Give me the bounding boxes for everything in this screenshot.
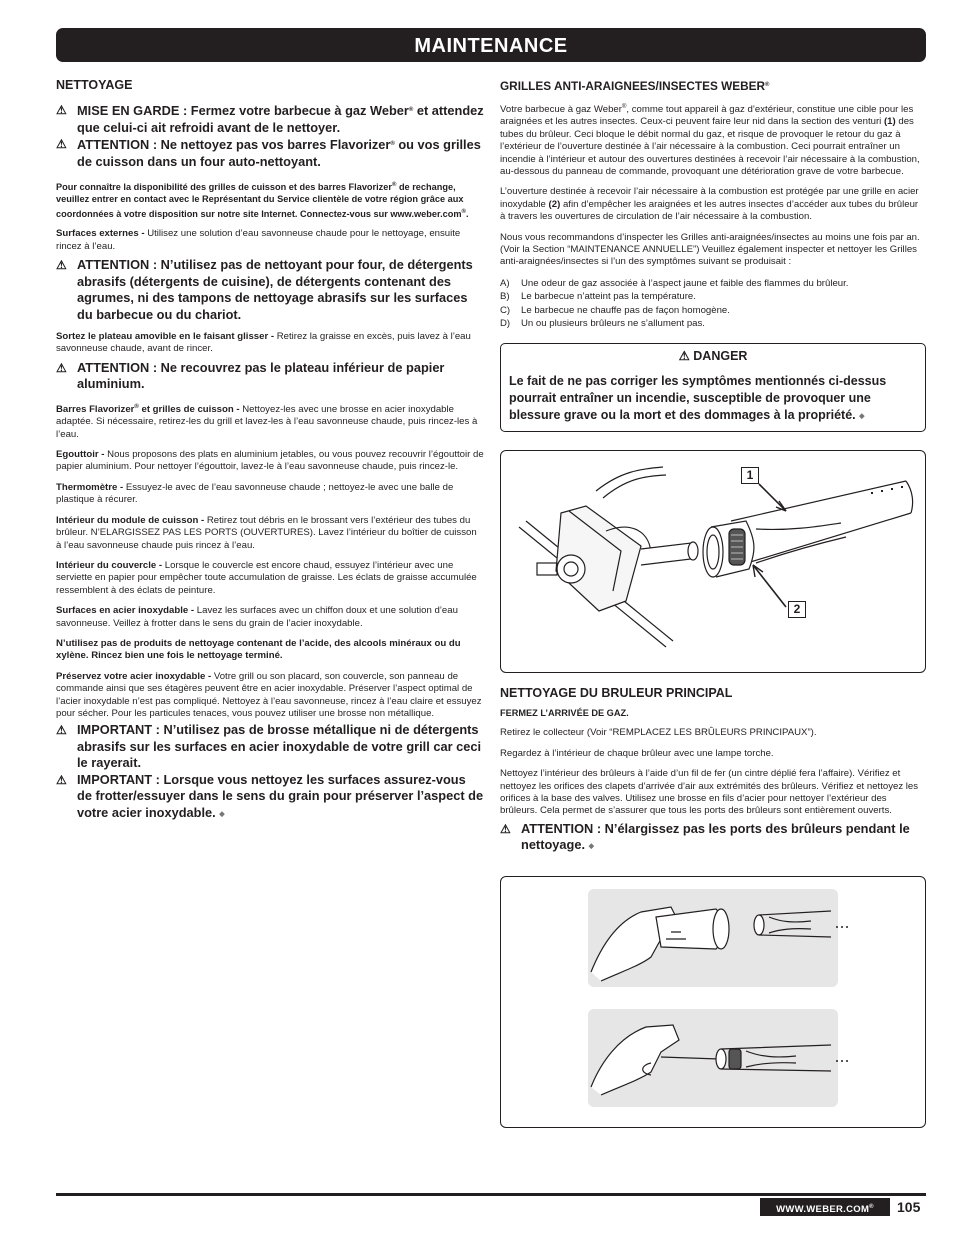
- footer-divider: [56, 1193, 926, 1196]
- drip-tray-text: Egouttoir - Nous proposons des plats en aluminium jetables, ou vous pouvez recouvrir l’égouttoir de papier aluminium. Pour nettoyer l’égouttoir, lavez-le à l’eau savonneuse chaude, puis rincez-le.: [56, 449, 484, 473]
- lid-interior-text: Intérieur du couvercle - Lorsque le couvercle est encore chaud, essuyez l’intérieur avec une serviette en papier pour empêcher toute accumulation de graisse. Les éclats de graisse accumulée ressemblent à des éclats de peinture.: [56, 559, 477, 596]
- thermometer-text: Thermomètre - Essuyez-le avec de l’eau savonneuse chaude ; nettoyez-le avec une balle de plastique à récurer.: [56, 481, 454, 506]
- warning-no-enlarge-ports: ⚠ ATTENTION : N’élargissez pas les ports des brûleurs pendant le nettoyage. ◆: [500, 821, 926, 856]
- end-diamond-icon: ◆: [859, 412, 865, 420]
- list-item: C) Le barbecue ne chauffe pas de façon homogène.: [500, 304, 730, 316]
- footer-url: WWW.WEBER.COM®: [760, 1198, 890, 1216]
- preserve-stainless-text: Préservez votre acier inoxydable - Votre grill ou son placard, son couvercle, son panneau de commande ainsi que ses étagères peuvent être en acier inoxydable. Préserver l’aspect optimal de l’acier inoxydable n’est pas compliqué. Nettoyez à l’eau savonneuse, rincez à l’eau claire et essuyez pour sécher. Pour les particules tenaces, vous pouvez utiliser une brosse non métallique.: [56, 670, 482, 719]
- warning-close-grill: ⚠ MISE EN GARDE : Fermez votre barbecue à gaz Weber® et attendez que celui-ci ait refroidi avant de le nettoyer.: [56, 103, 484, 135]
- page-number: 105: [897, 1199, 921, 1215]
- end-diamond-icon: ◆: [219, 810, 225, 818]
- warning-icon: ⚠: [56, 723, 67, 738]
- flashlight-text: Regardez à l’intérieur de chaque brûleur avec une lampe torche.: [500, 747, 774, 759]
- warning-self-clean-oven: ⚠ ATTENTION : Ne nettoyez pas vos barres Flavorizer® ou vos grilles de cuisson dans un four auto-nettoyant.: [56, 137, 481, 169]
- no-acid-cleaners-text: N’utilisez pas de produits de nettoyage contenant de l’acide, des alcools minéraux ou du xylène. Rincez bien une fois le nettoyage terminé.: [56, 637, 461, 662]
- spider-screens-para-1: Votre barbecue à gaz Weber®, comme tout appareil à gaz d’extérieur, constitue une cible pour les araignées et les autres insectes. Ceux-ci peuvent faire leur nid dans la section des venturi (1) des tubes du brûleur. Ceci bloque le débit normal du gaz, et risque de provoquer le retour du gaz à l’extérieur de l’ouverture destinée à l’air nécessaire à la combustion. Ceci pourrait entraîner un incendie à l’intérieur et autour des ouvertures destinées à recevoir l’air nécessaire à la combustion, au-dessous du panneau de commande, provoquant une détérioration grave de votre barbecue.: [500, 104, 920, 178]
- right-column: [500, 78, 926, 1128]
- stainless-surfaces-text: Surfaces en acier inoxydable - Lavez les surfaces avec un chiffon doux et une solution d’eau savonneuse. Veillez à frotter dans le sens du grain de l’acier inoxydable.: [56, 605, 458, 629]
- callout-1: 1: [741, 467, 759, 484]
- danger-box: [500, 343, 926, 432]
- cleaning-drawing: [501, 877, 925, 1127]
- spider-screens-para-3: Nous vous recommandons d’inspecter les Grilles anti-araignées/insectes au moins une fois par an. (Voir la Section “MAINTENANCE ANNUELLE”) Veuillez également inspecter et nettoyer les Grilles anti-araignées/insectes si l’un des symptômes suivant se produisait :: [500, 231, 920, 268]
- danger-body: Le fait de ne pas corriger les symptômes mentionnés ci-dessus pourrait entraîner un incendie, susceptible de provoquer une blessure grave ou la mort et des dommages à la propriété. ◆: [509, 373, 887, 422]
- flavorizer-bars-text: Barres Flavorizer® et grilles de cuisson - Nettoyez-les avec une brosse en acier inoxydable adaptée. Si nécessaire, retirez-les du grill et lavez-les à l’eau savonneuse chaude, puis rincez-les à l’eau.: [56, 403, 478, 440]
- callout-2: 2: [788, 601, 806, 618]
- burner-cleaning-heading: NETTOYAGE DU BRULEUR PRINCIPAL: [500, 685, 733, 700]
- cleaning-heading: NETTOYAGE: [56, 78, 133, 92]
- wire-cleaning-text: Nettoyez l’intérieur des brûleurs à l’aide d’un fil de fer (un cintre déplié fera l’affaire). Vérifiez et nettoyez les orifices des clapets d’arrivée d’air aux extrémités des brûleurs. Vérifiez et nettoyez les orifices à la base des valves. Utilisez une brosse en fils d’acier pour nettoyer l’extérieur des brûleurs. Cela permet de s’assurer que tous les ports des brûleurs sont entièrement ouverts.: [500, 768, 919, 817]
- warning-no-aluminum: ⚠ ATTENTION : Ne recouvrez pas le plateau inférieur de papier aluminium.: [56, 359, 445, 392]
- replacement-parts-info: Pour connaître la disponibilité des grilles de cuisson et des barres Flavorizer® de rechange, veuillez entrer en contact avec le Représentant du Service clientèle de votre région grâce aux coordonnées à votre disposition sur notre site Internet. Connectez-vous sur www.weber.com®.: [56, 182, 469, 219]
- burner-drawing: [501, 451, 925, 672]
- remove-manifold-text: Retirez le collecteur (Voir “REMPLACEZ LES BRÛLEURS PRINCIPAUX”).: [500, 727, 817, 739]
- important-grain-direction: ⚠ IMPORTANT : Lorsque vous nettoyez les surfaces assurez-vous de frotter/essuyer dans le sens du grain pour préserver l’aspect de votre acier inoxydable. ◆: [56, 772, 484, 824]
- cookbox-interior-text: Intérieur du module de cuisson - Retirez tout débris en le brossant vers l’extérieur des tubes du brûleur. N’ELARGISSEZ PAS LES PORTS (OUVERTURES). Lavez l’intérieur du boîtier de cuisson à l’eau savonneuse chaude puis rincez à l’eau.: [56, 514, 477, 551]
- important-no-wire-brush: ⚠ IMPORTANT : N’utilisez pas de brosse métallique ni de détergents abrasifs sur les surfaces en acier inoxydable de votre grill car ceci le rayerait.: [56, 722, 482, 771]
- warning-icon: ⚠: [56, 360, 67, 375]
- slide-out-tray-text: Sortez le plateau amovible en le faisant glisser - Retirez la graisse en excès, puis lavez à l’eau savonneuse chaude, avant de rincer.: [56, 331, 471, 355]
- turn-off-gas-text: FERMEZ L’ARRIVÉE DE GAZ.: [500, 707, 629, 718]
- warning-icon: ⚠: [56, 103, 67, 117]
- spider-screens-para-2: L’ouverture destinée à recevoir l’air nécessaire à la combustion est protégée par une grille en acier inoxydable (2) afin d’empêcher les araignées et les autres insectes d’accéder aux tubes du brûleur à travers les ouvertures de circulation de l’air nécessaire à la combustion.: [500, 186, 919, 223]
- end-diamond-icon: ◆: [588, 843, 594, 851]
- warning-icon: ⚠: [678, 348, 690, 363]
- list-item: D) Un ou plusieurs brûleurs ne s’allument pas.: [500, 318, 705, 330]
- warning-icon: ⚠: [56, 137, 67, 151]
- warning-no-oven-cleaner: ⚠ ATTENTION : N’utilisez pas de nettoyant pour four, de détergents abrasifs (détergents de cuisine), de détergents contenant des agrumes, ni des tampons de nettoyage abrasifs sur les surfaces du barbecue ou du chariot.: [56, 257, 473, 322]
- symptom-list: [500, 277, 926, 331]
- warning-icon: ⚠: [56, 772, 67, 787]
- page-banner: MAINTENANCE: [56, 28, 926, 62]
- list-item: B) Le barbecue n’atteint pas la température.: [500, 291, 696, 303]
- list-item: A) Une odeur de gaz associée à l’aspect jaune et faible des flammes du brûleur.: [500, 277, 849, 289]
- warning-icon: ⚠: [500, 821, 511, 836]
- danger-title: ⚠ DANGER: [678, 348, 748, 363]
- burner-cleaning-illustration: [500, 876, 926, 1128]
- external-surfaces-text: Surfaces externes - Utilisez une solution d’eau savonneuse chaude pour le nettoyage, ensuite rincez à l’eau.: [56, 228, 461, 252]
- spider-screens-heading: GRILLES ANTI-ARAIGNEES/INSECTES WEBER®: [500, 79, 770, 93]
- warning-icon: ⚠: [56, 258, 67, 273]
- burner-venturi-illustration: [500, 450, 926, 673]
- left-column: [56, 78, 484, 823]
